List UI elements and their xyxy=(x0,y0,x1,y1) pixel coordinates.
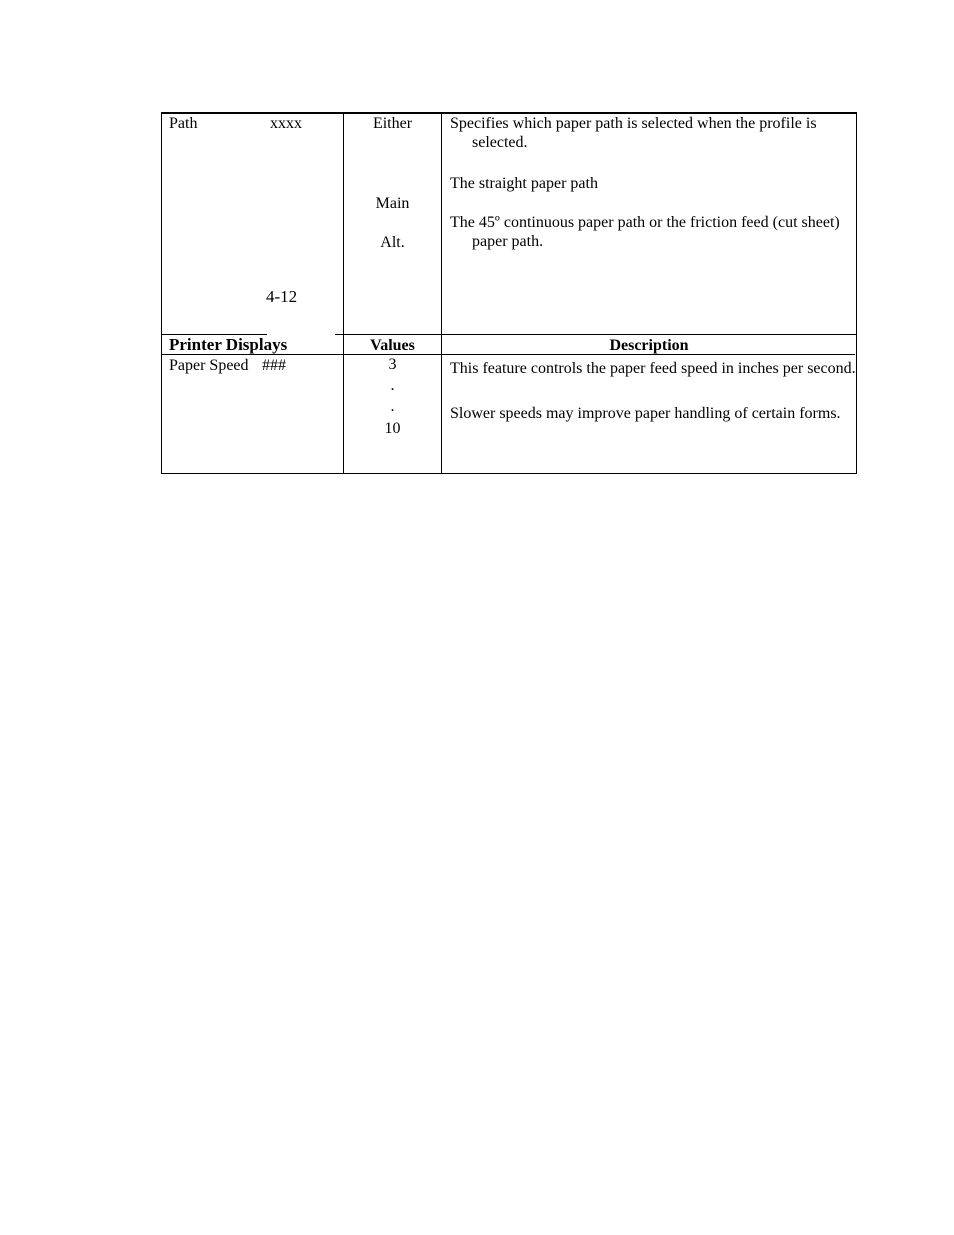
path-display-value: xxxx xyxy=(270,115,302,132)
path-description-main: The straight paper path xyxy=(450,175,598,192)
paper-speed-value-dot-2: . xyxy=(390,398,395,415)
paper-speed-description-1: This feature controls the paper feed speed in inches per second. xyxy=(450,360,856,377)
paper-speed-value-min: 3 xyxy=(388,356,397,373)
column-divider-2 xyxy=(441,113,442,474)
path-description-intro: Specifies which paper path is selected when the profile is selected. xyxy=(450,115,817,152)
header-top-border-right xyxy=(335,334,857,335)
header-description: Description xyxy=(609,337,689,354)
header-printer-displays: Printer Displays xyxy=(169,335,288,354)
table-left-border xyxy=(161,113,162,474)
paper-speed-description-2: Slower speeds may improve paper handling of certain forms. xyxy=(450,405,841,422)
paper-speed-label: Paper Speed xyxy=(169,357,249,374)
page-number: 4-12 xyxy=(266,287,298,306)
table-bottom-border xyxy=(161,473,857,474)
path-value-main: Main xyxy=(375,195,410,212)
paper-speed-value-max: 10 xyxy=(384,420,401,437)
paper-speed-display-value: ### xyxy=(262,357,286,374)
path-label: Path xyxy=(169,115,198,132)
header-values: Values xyxy=(370,337,415,354)
path-value-alt: Alt. xyxy=(380,234,405,251)
path-description-alt: The 45º continuous paper path or the friction feed (cut sheet) paper path. xyxy=(450,214,840,251)
path-value-either: Either xyxy=(372,115,413,132)
paper-speed-value-dot-1: . xyxy=(390,377,395,394)
